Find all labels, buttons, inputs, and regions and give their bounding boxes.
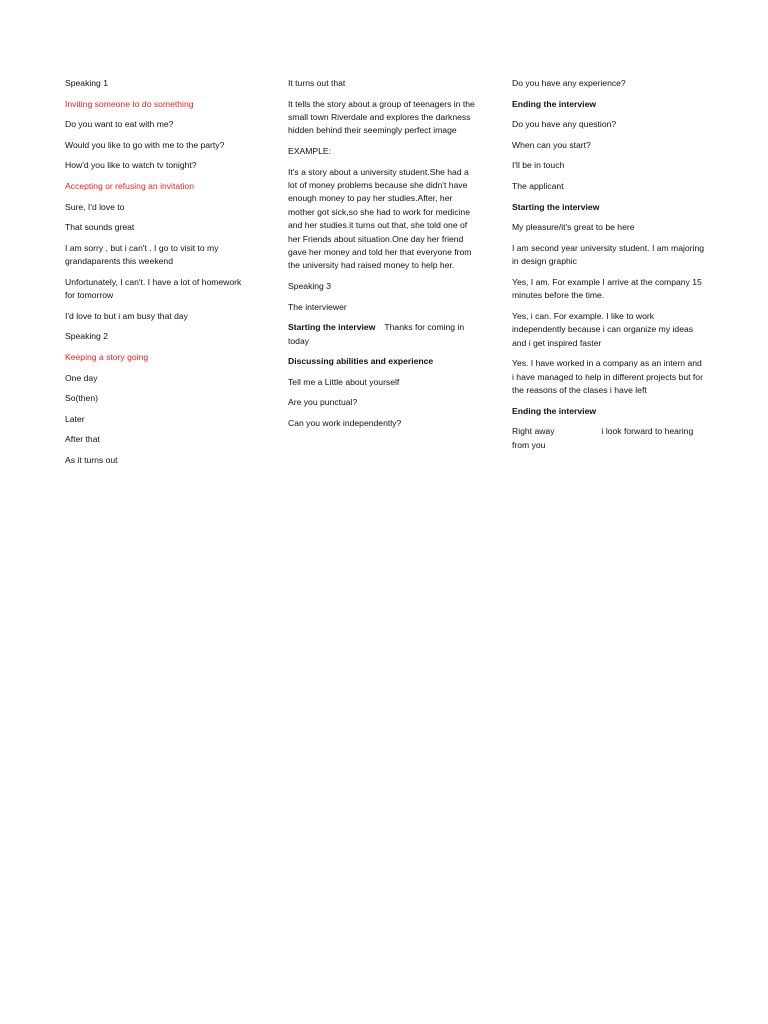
question-any-question: Do you have any question? [512,119,617,130]
phrase-be-in-touch: I'll be in touch [512,160,565,171]
speaking-1-title: Speaking 1 [65,78,109,88]
heading-story: Keeping a story going [65,351,149,362]
answer-right-away: Right away [512,426,555,437]
phrase-after-that: After that [65,434,100,445]
heading-starting-interview: Starting the interview [512,201,600,212]
example-label: EXAMPLE: [288,146,331,156]
phrase-it-turns-out: It turns out that [288,78,346,88]
heading-inviting: Inviting someone to do something [65,98,194,109]
phrase-sounds-great: That sounds great [65,222,135,233]
riverdale-summary: It tells the story about a group of teenagers in the small town Riverdale and explores the darkness hidden behind their seemingly perfect image [288,98,475,136]
phrase-so-then: So(then) [65,393,98,404]
answer-start-line [512,425,704,452]
heading-ending-interview-1: Ending the interview [512,98,597,109]
example-story: It's a story about a university student.She had a lot of money problems because she didn't have enough money to pay her studies.After, her mother got sick,so she had to work for medicine and her studies.it turns out that, she told one of her Friends about situation.One day her friend gave her money and told her that everyone from the university had raised money to help her. [288,166,472,271]
question-about-yourself: Tell me a Little about yourself [288,376,400,387]
column-1 [65,77,250,475]
answer-look-forward: i look forward to hearing from you [512,426,694,450]
starting-interview-label: Starting the interview [288,322,376,333]
phrase-sorry: I am sorry , but i can't . I go to visit to my grandaparents this weekend [65,242,219,267]
heading-discussing: Discussing abilities and experience [288,356,434,367]
speaking-2-title: Speaking 2 [65,331,109,342]
phrase-party: Would you like to go with me to the party? [65,139,225,150]
starting-interview-line [288,321,478,348]
phrase-busy: I'd love to but i am busy that day [65,310,188,321]
question-independently: Can you work independently? [288,418,402,428]
phrase-later: Later [65,413,85,424]
speaking-3-title: Speaking 3 [288,281,332,292]
question-experience: Do you have any experience? [512,78,626,88]
starting-interview-text: Thanks for coming in today [288,322,465,346]
heading-ending-interview-2: Ending the interview [512,405,597,416]
interviewer-label: The interviewer [288,301,347,312]
question-punctual: Are you punctual? [288,397,358,408]
question-when-start: When can you start? [512,139,591,150]
phrase-as-it-turns-out: As it turns out [65,454,118,465]
phrase-sure: Sure, I'd love to [65,201,125,212]
phrase-eat-with-me: Do you want to eat with me? [65,119,174,130]
answer-about-me: I am second year university student. I am majoring in design graphic [512,242,705,267]
phrase-one-day: One day [65,372,98,383]
answer-experience: Yes. I have worked in a company as an intern and i have managed to help in different projects but for the reasons of the clases i have left [512,358,703,395]
answer-pleasure: My pleasure/it's great to be here [512,222,635,233]
answer-punctual: Yes, I am. For example I arrive at the company 15 minutes before the time. [512,276,702,301]
answer-independently: Yes, i can. For example. I like to work independently because i can organize my ideas and i get inspired faster [512,310,694,348]
column-2 [288,77,478,438]
heading-accepting-refusing: Accepting or refusing an invitation [65,180,194,191]
phrase-watch-tv: How'd you like to watch tv tonight? [65,160,197,171]
applicant-label: The applicant [512,180,564,191]
column-3 [512,77,704,459]
phrase-unfortunately: Unfortunately, I can't. I have a lot of homework for tomorrow [65,276,242,301]
